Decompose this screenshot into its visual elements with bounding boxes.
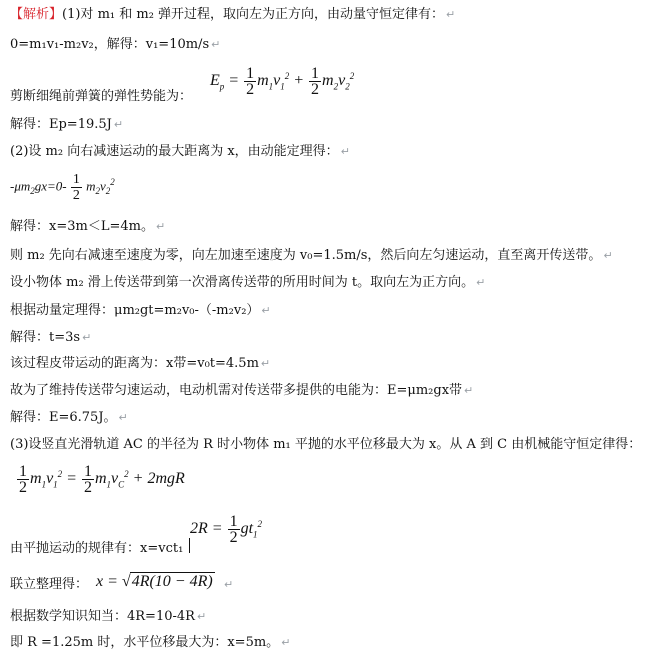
line-3-text: 剪断细绳前弹簧的弹性势能为： [10, 89, 193, 104]
return-mark-icon: ↵ [196, 610, 207, 623]
return-mark-icon: ↵ [340, 145, 350, 158]
line-5 [10, 143, 350, 161]
return-mark-icon: ↵ [446, 8, 456, 21]
return-mark-icon: ↵ [260, 357, 271, 370]
return-mark-icon: ↵ [211, 38, 221, 51]
return-mark-icon: ↵ [476, 276, 486, 289]
line-18-text: 联立整理得： [10, 577, 89, 592]
return-mark-icon: ↵ [464, 384, 474, 397]
return-mark-icon: ↵ [281, 636, 291, 649]
line-20 [10, 634, 290, 652]
line-11-text: 解得：t=3s [10, 330, 81, 345]
projectile-formula: 2R = $\frac{1}{2}$ $gt_1^2$ [190, 513, 263, 546]
analysis-tag: 【解析】 [10, 7, 63, 22]
line-4-text: 解得：Ep=19.5J [10, 117, 112, 132]
line-9 [10, 274, 485, 292]
return-mark-icon: ↵ [224, 578, 234, 591]
line-17-text: 由平抛运动的规律有：x=vct₁ [10, 541, 184, 556]
line-1-text: (1)对 m₁ 和 m₂ 弹开过程，取向左为正方向，由动量守恒定律有： [62, 7, 445, 22]
line-14-text: 解得：E=6.75J。 [10, 410, 117, 425]
line-13 [10, 382, 473, 400]
return-mark-icon: ↵ [113, 118, 124, 131]
line-19 [10, 608, 206, 626]
line-15 [10, 436, 641, 454]
line-13-text: 故为了维持传送带匀速运动，电动机需对传送带多提供的电能为：E=μm₂gx带 [10, 383, 463, 398]
line-2 [10, 36, 220, 54]
line-10 [10, 302, 271, 320]
line-7-text: 解得：x=3m＜L=4m。 [10, 219, 154, 234]
line-5-text: (2)设 m₂ 向右减速运动的最大距离为 x，由动能定理得： [10, 144, 339, 159]
return-mark-icon: ↵ [261, 304, 271, 317]
ep-formula: $E_p$ = $\frac{1}{2}$ $m_1v_1^2$ + $\frac{1}{2}$ $m_2v_2^2$ [210, 65, 355, 98]
line-8 [10, 247, 613, 265]
return-mark-icon: ↵ [82, 331, 92, 344]
line-15-text: (3)设竖直光滑轨道 AC 的半径为 R 时小物体 m₁ 平抛的水平位移最大为 x。从 A 到 C 由机械能守恒定律得： [10, 437, 642, 452]
result-formula: x = √4R(10 − 4R) [96, 573, 213, 590]
line-10-text: 根据动量定理得：μm₂gt=m₂v₀-（-m₂v₂） [10, 303, 260, 318]
line-8-text: 则 m₂ 先向右减速至速度为零，向左加速至速度为 v₀=1.5m/s，然后向左匀速运动，直至离开传送带。 [10, 248, 602, 263]
line-1 [10, 6, 455, 24]
line-20-text: 即 R =1.25m 时，水平位移最大为：x=5m。 [10, 635, 280, 650]
line-4 [10, 116, 123, 134]
return-mark-icon: ↵ [155, 220, 166, 233]
line-12 [10, 355, 270, 373]
return-mark-icon: ↵ [603, 249, 613, 262]
line-9-text: 设小物体 m₂ 滑上传送带到第一次滑离传送带的所用时间为 t。取向左为正方向。 [10, 275, 475, 290]
energy-equation: $-\mu m_2gx=0-$ $\frac{1}{2}$ $m_2v_2^2$ [10, 172, 115, 203]
return-mark-icon: ↵ [118, 411, 128, 424]
line-12-text: 该过程皮带运动的距离为：x带=v₀t=4.5m [10, 356, 259, 371]
energy-conservation-formula: $\frac{1}{2}$ $m_1v_1^2$ = $\frac{1}{2}$ $m_1v_C^2 + 2mgR$ [19, 463, 185, 496]
line-7 [10, 218, 165, 236]
line-19-text: 根据数学知识知当：4R=10-4R [10, 609, 195, 624]
line-2-text: 0=m₁v₁-m₂v₂，解得：v₁=10m/s [10, 37, 210, 52]
line-11 [10, 329, 91, 347]
line-14 [10, 409, 128, 427]
